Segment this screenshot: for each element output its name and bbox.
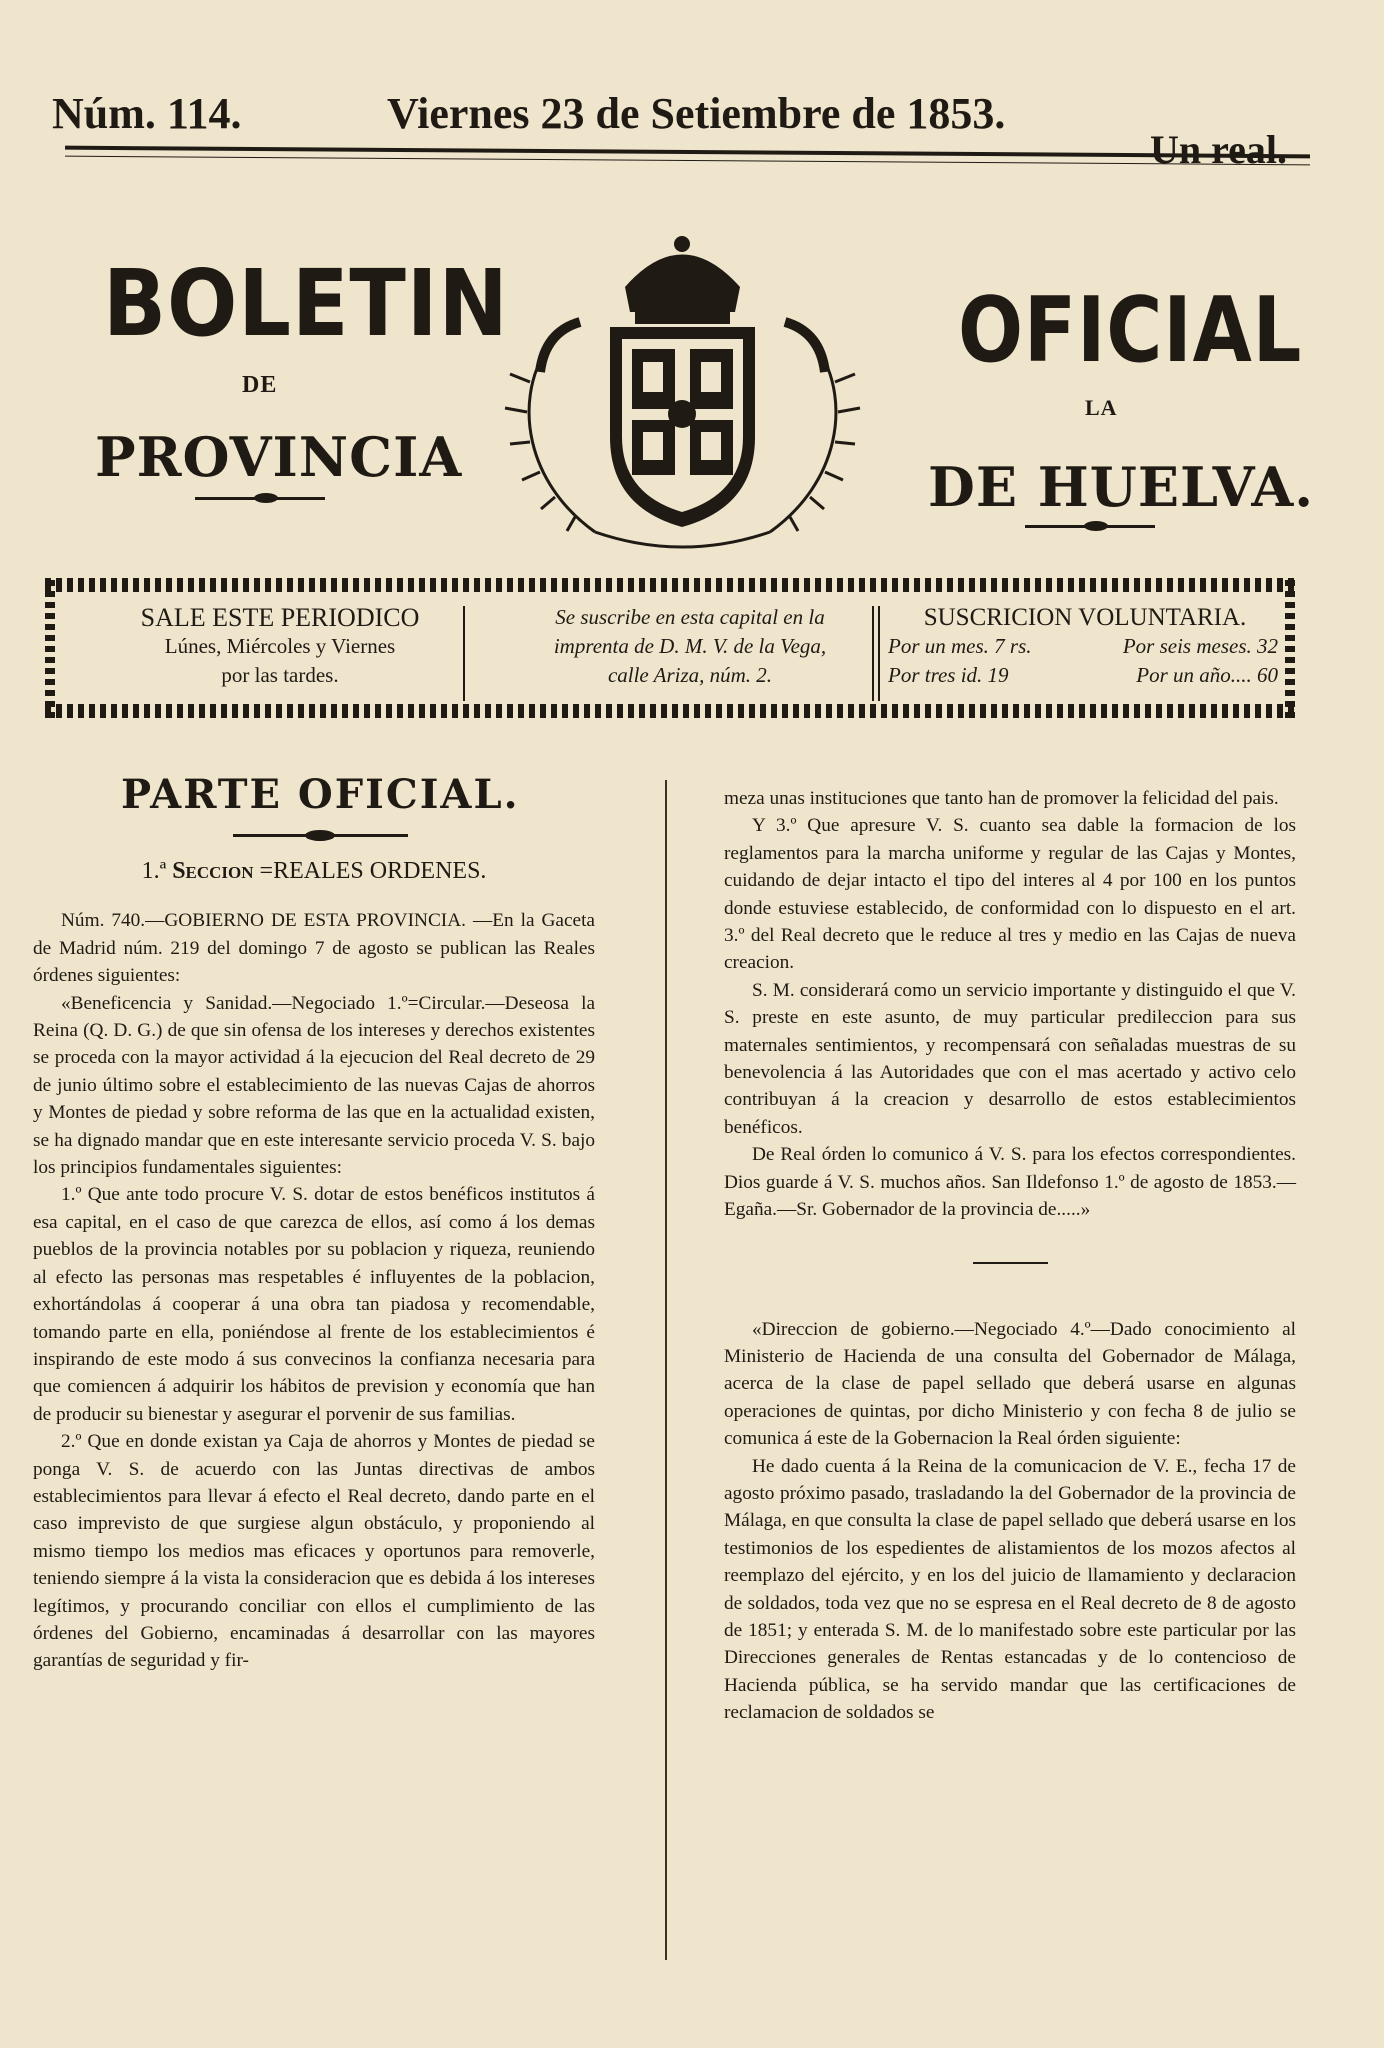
article-paragraph: Núm. 740.—GOBIERNO DE ESTA PROVINCIA. —En la Gaceta de Madrid núm. 219 del domingo 7 de agosto se publican las Reales órdenes siguientes:	[33, 910, 595, 987]
border-ornament-top	[45, 578, 1295, 592]
subscription-prices	[880, 603, 1290, 690]
article-paragraph: De Real órden lo comunico á V. S. para los efectos correspondientes. Dios guarde á V. S. muchos años. San Ildefonso 1.º de agosto de 1853.—Egaña.—Sr. Gobernador de la provincia de.....»	[724, 1144, 1296, 1221]
issue-date: Viernes 23 de Setiembre de 1853.	[387, 89, 1006, 138]
subscription-line-3: calle Ariza, núm. 2.	[607, 663, 773, 687]
subscription-line-1: Se suscribe en esta capital en la	[555, 605, 825, 629]
section-title: PARTE OFICIAL.	[121, 771, 520, 818]
prices-title: SUSCRICION VOLUNTARIA.	[923, 604, 1247, 631]
masthead-oficial: OFICIAL	[958, 278, 1303, 383]
schedule-title: SALE ESTE PERIODICO	[140, 603, 420, 632]
masthead-boletin: BOLETIN	[103, 250, 509, 357]
masthead-ornament-left	[195, 497, 325, 500]
article-paragraph: meza unas instituciones que tanto han de promover la felicidad del pais.	[724, 788, 1279, 809]
article-paragraph: «Beneficencia y Sanidad.—Negociado 1.º=Circular.—Deseosa la Reina (Q. D. G.) de que sin ofensa de los intereses y derechos existentes se proceda con la mayor actividad á la ejecucion del Real decreto de 29 de junio último sobre el establecimiento de las nuevas Cajas de ahorros y Montes de piedad y sobre reforma de las que en la actualidad existen, se ha dignado mandar que en este interesante servicio proceda V. S. bajo los principios fundamentales siguientes:	[33, 992, 595, 1179]
infobox-divider	[463, 606, 465, 701]
subscription-line-2: imprenta de D. M. V. de la Vega,	[553, 634, 827, 658]
masthead-de: DE	[242, 372, 278, 398]
schedule-time: por las tardes.	[221, 663, 339, 687]
article-paragraph: 2.º Que en donde existan ya Caja de ahorros y Montes de piedad se ponga V. S. de acuerdo con las Juntas directivas de ambos establecimientos para llevar á efecto el Real decreto, dando parte en el caso imprevisto de que surgiese algun obstáculo, y proponiendo al mismo tiempo los medios mas eficaces y oportunos para removerle, teniendo siempre á la vista la consideracion que es debida á los intereses legítimos, y procurando conciliar con ellos el cumplimiento de las órdenes del Gobierno, encaminadas á desarrollar con las mayores garantías de seguridad y fir-	[33, 1431, 595, 1672]
article-paragraph: S. M. considerará como un servicio importante y distinguido el que V. S. preste en este asunto, de muy particular predileccion para sus maternales sentimientos, y recompensará con señaladas muestras de su benevolencia á las Autoridades que con el mas acertado y activo celo contribuyan á la creacion y desarrollo de estos establecimientos benéficos.	[724, 979, 1296, 1138]
right-column	[724, 785, 1296, 1727]
masthead-de-huelva: DE HUELVA.	[928, 455, 1315, 519]
issue-number: Núm. 114.	[52, 89, 242, 138]
price-one-month: Por un mes. 7 rs.	[888, 634, 1032, 658]
article-paragraph: «Direccion de gobierno.—Negociado 4.º—Dado conocimiento al Ministerio de Hacienda de una consulta del Gobernador de Málaga, acerca de la clase de papel sellado que deberá usarse en algunas operaciones de quintas, por dicho Ministerio y con fecha 8 de julio se comunica á este de la Gobernacion la Real órden siguiente:	[724, 1318, 1296, 1450]
subscription-infobox	[45, 578, 1295, 718]
border-ornament-left	[45, 578, 55, 718]
issue-price: Un real.	[1150, 127, 1288, 172]
price-six-months: Por seis meses. 32	[1122, 634, 1278, 658]
price-one-year: Por un año.... 60	[1136, 663, 1278, 687]
article-paragraph: Y 3.º Que apresure V. S. cuanto sea dable la formacion de los reglamentos para la marcha uniforme y regular de las Cajas y Montes, cuidando de dejar intacto el tipo del interes al 4 por 100 en los puntos donde estuviese establecido, de conformidad con lo dispuesto en el art. 3.º del Real decreto que le reduce al tres y medio en las Cajas de nueva creacion.	[724, 815, 1296, 974]
masthead-la: LA	[1085, 395, 1118, 420]
masthead-ornament-right	[1025, 525, 1155, 528]
royal-coat-of-arms	[485, 232, 880, 552]
subsection-heading	[33, 858, 595, 885]
infobox-divider	[872, 606, 874, 701]
prices-row	[880, 661, 1290, 690]
border-ornament-bottom	[45, 704, 1295, 718]
masthead-provincia: PROVINCIA	[95, 425, 463, 489]
subsection-number: 1.ª	[141, 858, 167, 884]
section-ornament	[33, 820, 595, 850]
article-separator	[973, 1262, 1048, 1264]
price-three-months: Por tres id. 19	[888, 663, 1009, 687]
subsection-title: =REALES ORDENES.	[259, 858, 487, 884]
article-paragraph: He dado cuenta á la Reina de la comunicacion de V. E., fecha 17 de agosto próximo pasado, trasladando la del Gobernador de la provincia de Málaga, en que consulta la clase de papel sellado que deberá usarse en los testimonios de los espedientes de alistamientos de los mozos afectos al reemplazo del ejército, y en los del juicio de llamamiento y declaracion de soldados, toda vez que no se espresa en el Real decreto de 8 de agosto de 1851; y enterada S. M. de lo manifestado sobre este particular por las Direcciones generales de Rentas estancadas y de lo contencioso de Hacienda pública, se ha servido mandar que las certificaciones de reclamacion de soldados se	[724, 1455, 1296, 1724]
column-divider	[665, 780, 667, 1960]
publication-schedule	[75, 603, 485, 690]
subscription-place	[470, 603, 910, 690]
subsection-label: Seccion	[172, 858, 254, 884]
article-paragraph: 1.º Que ante todo procure V. S. dotar de estos benéficos institutos á esa capital, en el caso de que carezca de ellos, así como á los demas pueblos de la provincia notables por su poblacion y riqueza, reuniendo al efecto las personas mas respetables é influyentes de la poblacion, exhortándolas á cooperar á una obra tan piadosa y recomendable, tomando parte en ella, poniéndose al frente de los establecimientos é inspirando de este modo á sus convecinos la confianza necesaria para que comiencen á adquirir los hábitos de prevision y economía que han de producir su bienestar y asegurar el porvenir de sus familias.	[33, 1184, 595, 1425]
schedule-days: Lúnes, Miércoles y Viernes	[164, 634, 396, 658]
prices-row	[880, 632, 1290, 661]
left-column	[33, 770, 595, 1675]
